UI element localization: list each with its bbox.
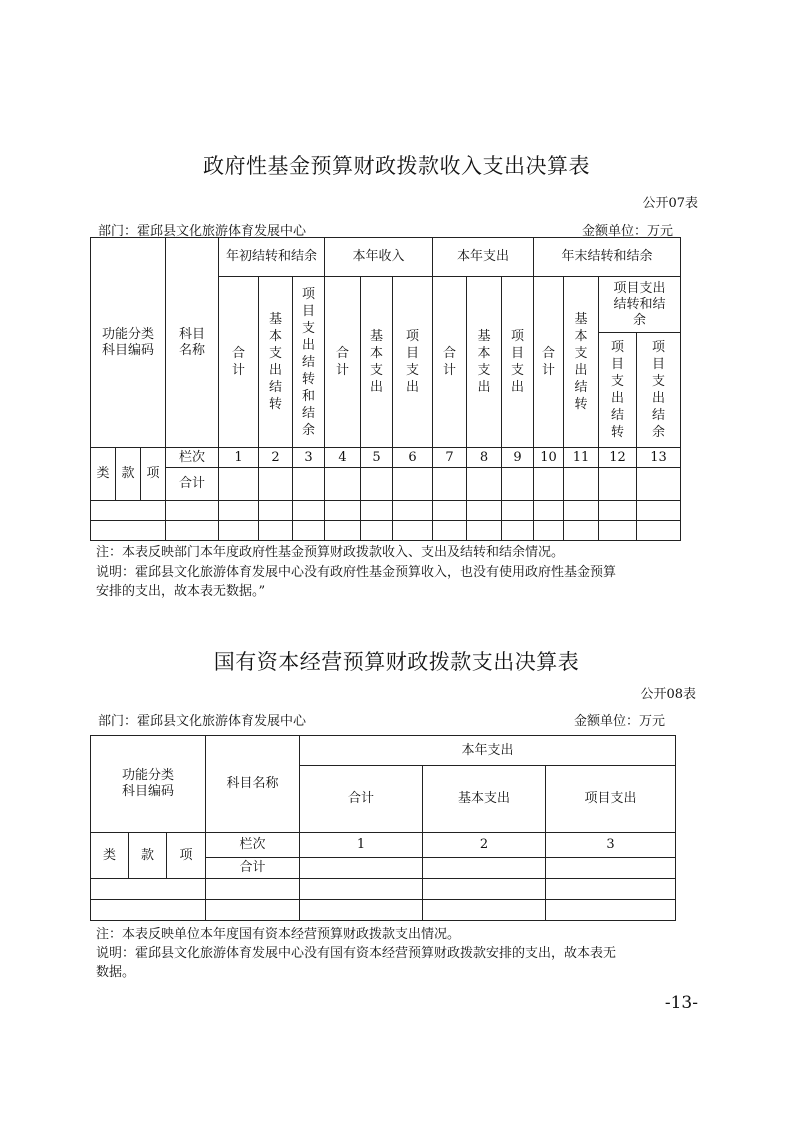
header-group-expense: 本年支出: [300, 736, 676, 766]
header-func-code: 功能分类科目编码: [91, 238, 166, 448]
header-project: 项目支出: [546, 766, 676, 833]
table2-title: 国有资本经营预算财政拨款支出决算表: [213, 650, 580, 674]
table1: [90, 237, 681, 541]
header-xiang: 项: [167, 833, 206, 879]
table1-unit: 金额单位：万元: [581, 224, 673, 239]
col-number: 8: [467, 448, 502, 468]
cell: [293, 468, 325, 501]
table1-explanation-line2: 安排的支出，故本表无数据。”: [96, 584, 266, 599]
table2-unit: 金额单位：万元: [573, 714, 665, 729]
header-end-basic-carry: 基本支出结转: [564, 277, 599, 448]
row-total-label: 合计: [206, 858, 300, 879]
row-total-label: 合计: [166, 468, 219, 501]
col-number: 3: [293, 448, 325, 468]
cell: [467, 468, 502, 501]
col-number: 4: [325, 448, 361, 468]
cell: [219, 468, 259, 501]
header-kuan: 款: [116, 448, 141, 501]
col-number: 6: [393, 448, 433, 468]
table-row: [91, 879, 676, 900]
table-row: [91, 501, 681, 521]
header-expense-basic: 基本支出: [467, 277, 502, 448]
table2-note: 注：本表反映单位本年度国有资本经营预算财政拨款支出情况。: [96, 927, 461, 942]
col-number: 1: [300, 833, 423, 858]
header-group-begin: 年初结转和结余: [219, 238, 325, 277]
cell: [300, 858, 423, 879]
header-end-total: 合计: [534, 277, 564, 448]
table2-explanation-line2: 数据。: [96, 965, 136, 980]
table2-code: 公开08表: [640, 687, 696, 702]
header-begin-project-carry-balance: 项目支出结转和结余: [293, 277, 325, 448]
col-number: 11: [564, 448, 599, 468]
cell: [259, 468, 293, 501]
header-basic: 基本支出: [423, 766, 546, 833]
header-expense-total: 合计: [433, 277, 467, 448]
header-group-income: 本年收入: [325, 238, 433, 277]
table1-department: 部门：霍邱县文化旅游体育发展中心: [98, 224, 307, 239]
header-total: 合计: [300, 766, 423, 833]
header-income-basic: 基本支出: [361, 277, 393, 448]
cell: [599, 468, 637, 501]
header-subject-name: 科目名称: [206, 736, 300, 833]
header-group-expense: 本年支出: [433, 238, 534, 277]
table1-note: 注：本表反映部门本年度政府性基金预算财政拨款收入、支出及结转和结余情况。: [96, 545, 565, 560]
header-subject-name: 科目名称: [166, 238, 219, 448]
table-row: [91, 900, 676, 921]
col-number: 3: [546, 833, 676, 858]
page-number: -13-: [664, 993, 698, 1013]
header-func-code: 功能分类 科目编码: [91, 736, 206, 833]
cell: [564, 468, 599, 501]
header-end-project-carry: 项目支出结转: [599, 333, 637, 448]
header-xiang: 项: [141, 448, 166, 501]
header-begin-basic-carry: 基本支出结转: [259, 277, 293, 448]
header-income-project: 项目支出: [393, 277, 433, 448]
cell: [546, 858, 676, 879]
row-lanci-label: 栏次: [166, 448, 219, 468]
table2-department: 部门：霍邱县文化旅游体育发展中心: [98, 714, 307, 729]
header-group-end: 年末结转和结余: [534, 238, 681, 277]
table2-explanation-line1: 说明：霍邱县文化旅游体育发展中心没有国有资本经营预算财政拨款安排的支出，故本表无: [96, 946, 617, 961]
cell: [423, 858, 546, 879]
cell: [502, 468, 534, 501]
table-row: [91, 521, 681, 541]
header-end-project-balance: 项目支出结余: [637, 333, 681, 448]
header-kuan: 款: [129, 833, 167, 879]
row-lanci-label: 栏次: [206, 833, 300, 858]
cell: [637, 468, 681, 501]
cell: [433, 468, 467, 501]
cell: [534, 468, 564, 501]
col-number: 7: [433, 448, 467, 468]
col-number: 2: [423, 833, 546, 858]
table1-title: 政府性基金预算财政拨款收入支出决算表: [203, 154, 590, 178]
header-begin-total: 合计: [219, 277, 259, 448]
cell: [361, 468, 393, 501]
header-lei: 类: [91, 448, 116, 501]
table1-code: 公开07表: [642, 196, 698, 211]
table1-explanation-line1: 说明：霍邱县文化旅游体育发展中心没有政府性基金预算收入，也没有使用政府性基金预算: [96, 565, 617, 580]
cell: [393, 468, 433, 501]
col-number: 5: [361, 448, 393, 468]
col-number: 12: [599, 448, 637, 468]
header-income-total: 合计: [325, 277, 361, 448]
col-number: 2: [259, 448, 293, 468]
header-end-project-carry-balance: 项目支出结转和结余: [599, 277, 681, 333]
col-number: 9: [502, 448, 534, 468]
header-lei: 类: [91, 833, 129, 879]
cell: [325, 468, 361, 501]
table2: [90, 735, 676, 921]
header-expense-project: 项目支出: [502, 277, 534, 448]
col-number: 1: [219, 448, 259, 468]
col-number: 13: [637, 448, 681, 468]
col-number: 10: [534, 448, 564, 468]
